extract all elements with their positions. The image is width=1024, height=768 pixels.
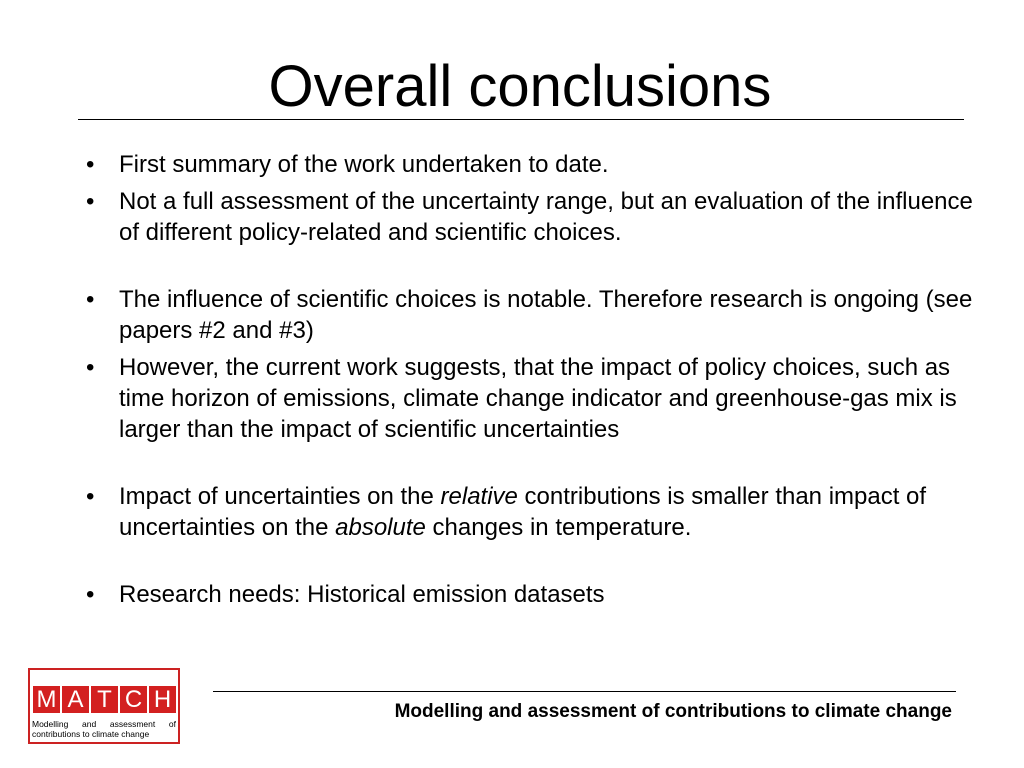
bullet-marker: • xyxy=(86,483,95,510)
logo-caption xyxy=(32,719,176,739)
bullet-item xyxy=(86,481,976,543)
logo-letter: H xyxy=(149,686,176,713)
logo-letter: C xyxy=(120,686,147,713)
bullet-list xyxy=(86,149,976,616)
bullet-marker: • xyxy=(86,188,95,215)
emphasis-relative: relative xyxy=(440,483,518,510)
bullet-marker: • xyxy=(86,151,95,178)
bullet-text-part: changes in temperature. xyxy=(425,514,692,541)
logo-caption-line: Modelling and assessment of xyxy=(32,719,176,729)
bullet-marker: • xyxy=(86,581,95,608)
logo-letter: T xyxy=(91,686,118,713)
bullet-marker: • xyxy=(86,286,95,313)
logo-caption-line: contributions to climate change xyxy=(32,729,150,739)
bullet-text-part: contributions is smaller than impact of uncertainties on the xyxy=(119,483,927,541)
bullet-item xyxy=(86,579,976,610)
bullet-item xyxy=(86,284,976,346)
bullet-text: However, the current work suggests, that the impact of policy choices, such as time horizon of emissions, climate change indicator and greenhouse-gas mix is larger than the impact of scientific uncertainties xyxy=(119,354,957,443)
footer-divider xyxy=(213,691,956,692)
bullet-item xyxy=(86,352,976,445)
bullet-item xyxy=(86,149,976,180)
logo-letter: A xyxy=(62,686,89,713)
title-divider xyxy=(78,119,964,120)
bullet-text: Not a full assessment of the uncertainty range, but an evaluation of the influence of different policy-related and scientific choices. xyxy=(119,188,973,246)
logo-letter: M xyxy=(33,686,60,713)
bullet-text-part: Impact of uncertainties on the xyxy=(119,483,441,510)
footer-text: Modelling and assessment of contributions to climate change xyxy=(394,701,952,722)
bullet-marker: • xyxy=(86,354,95,381)
bullet-text: Research needs: Historical emission datasets xyxy=(119,581,605,608)
match-logo xyxy=(28,668,180,744)
logo-letters xyxy=(33,686,176,713)
emphasis-absolute: absolute xyxy=(335,514,426,541)
bullet-text: The influence of scientific choices is notable. Therefore research is ongoing (see papers #2 and #3) xyxy=(119,286,973,344)
bullet-text: First summary of the work undertaken to date. xyxy=(119,151,609,178)
bullet-item xyxy=(86,186,976,248)
slide-title: Overall conclusions xyxy=(268,54,772,119)
